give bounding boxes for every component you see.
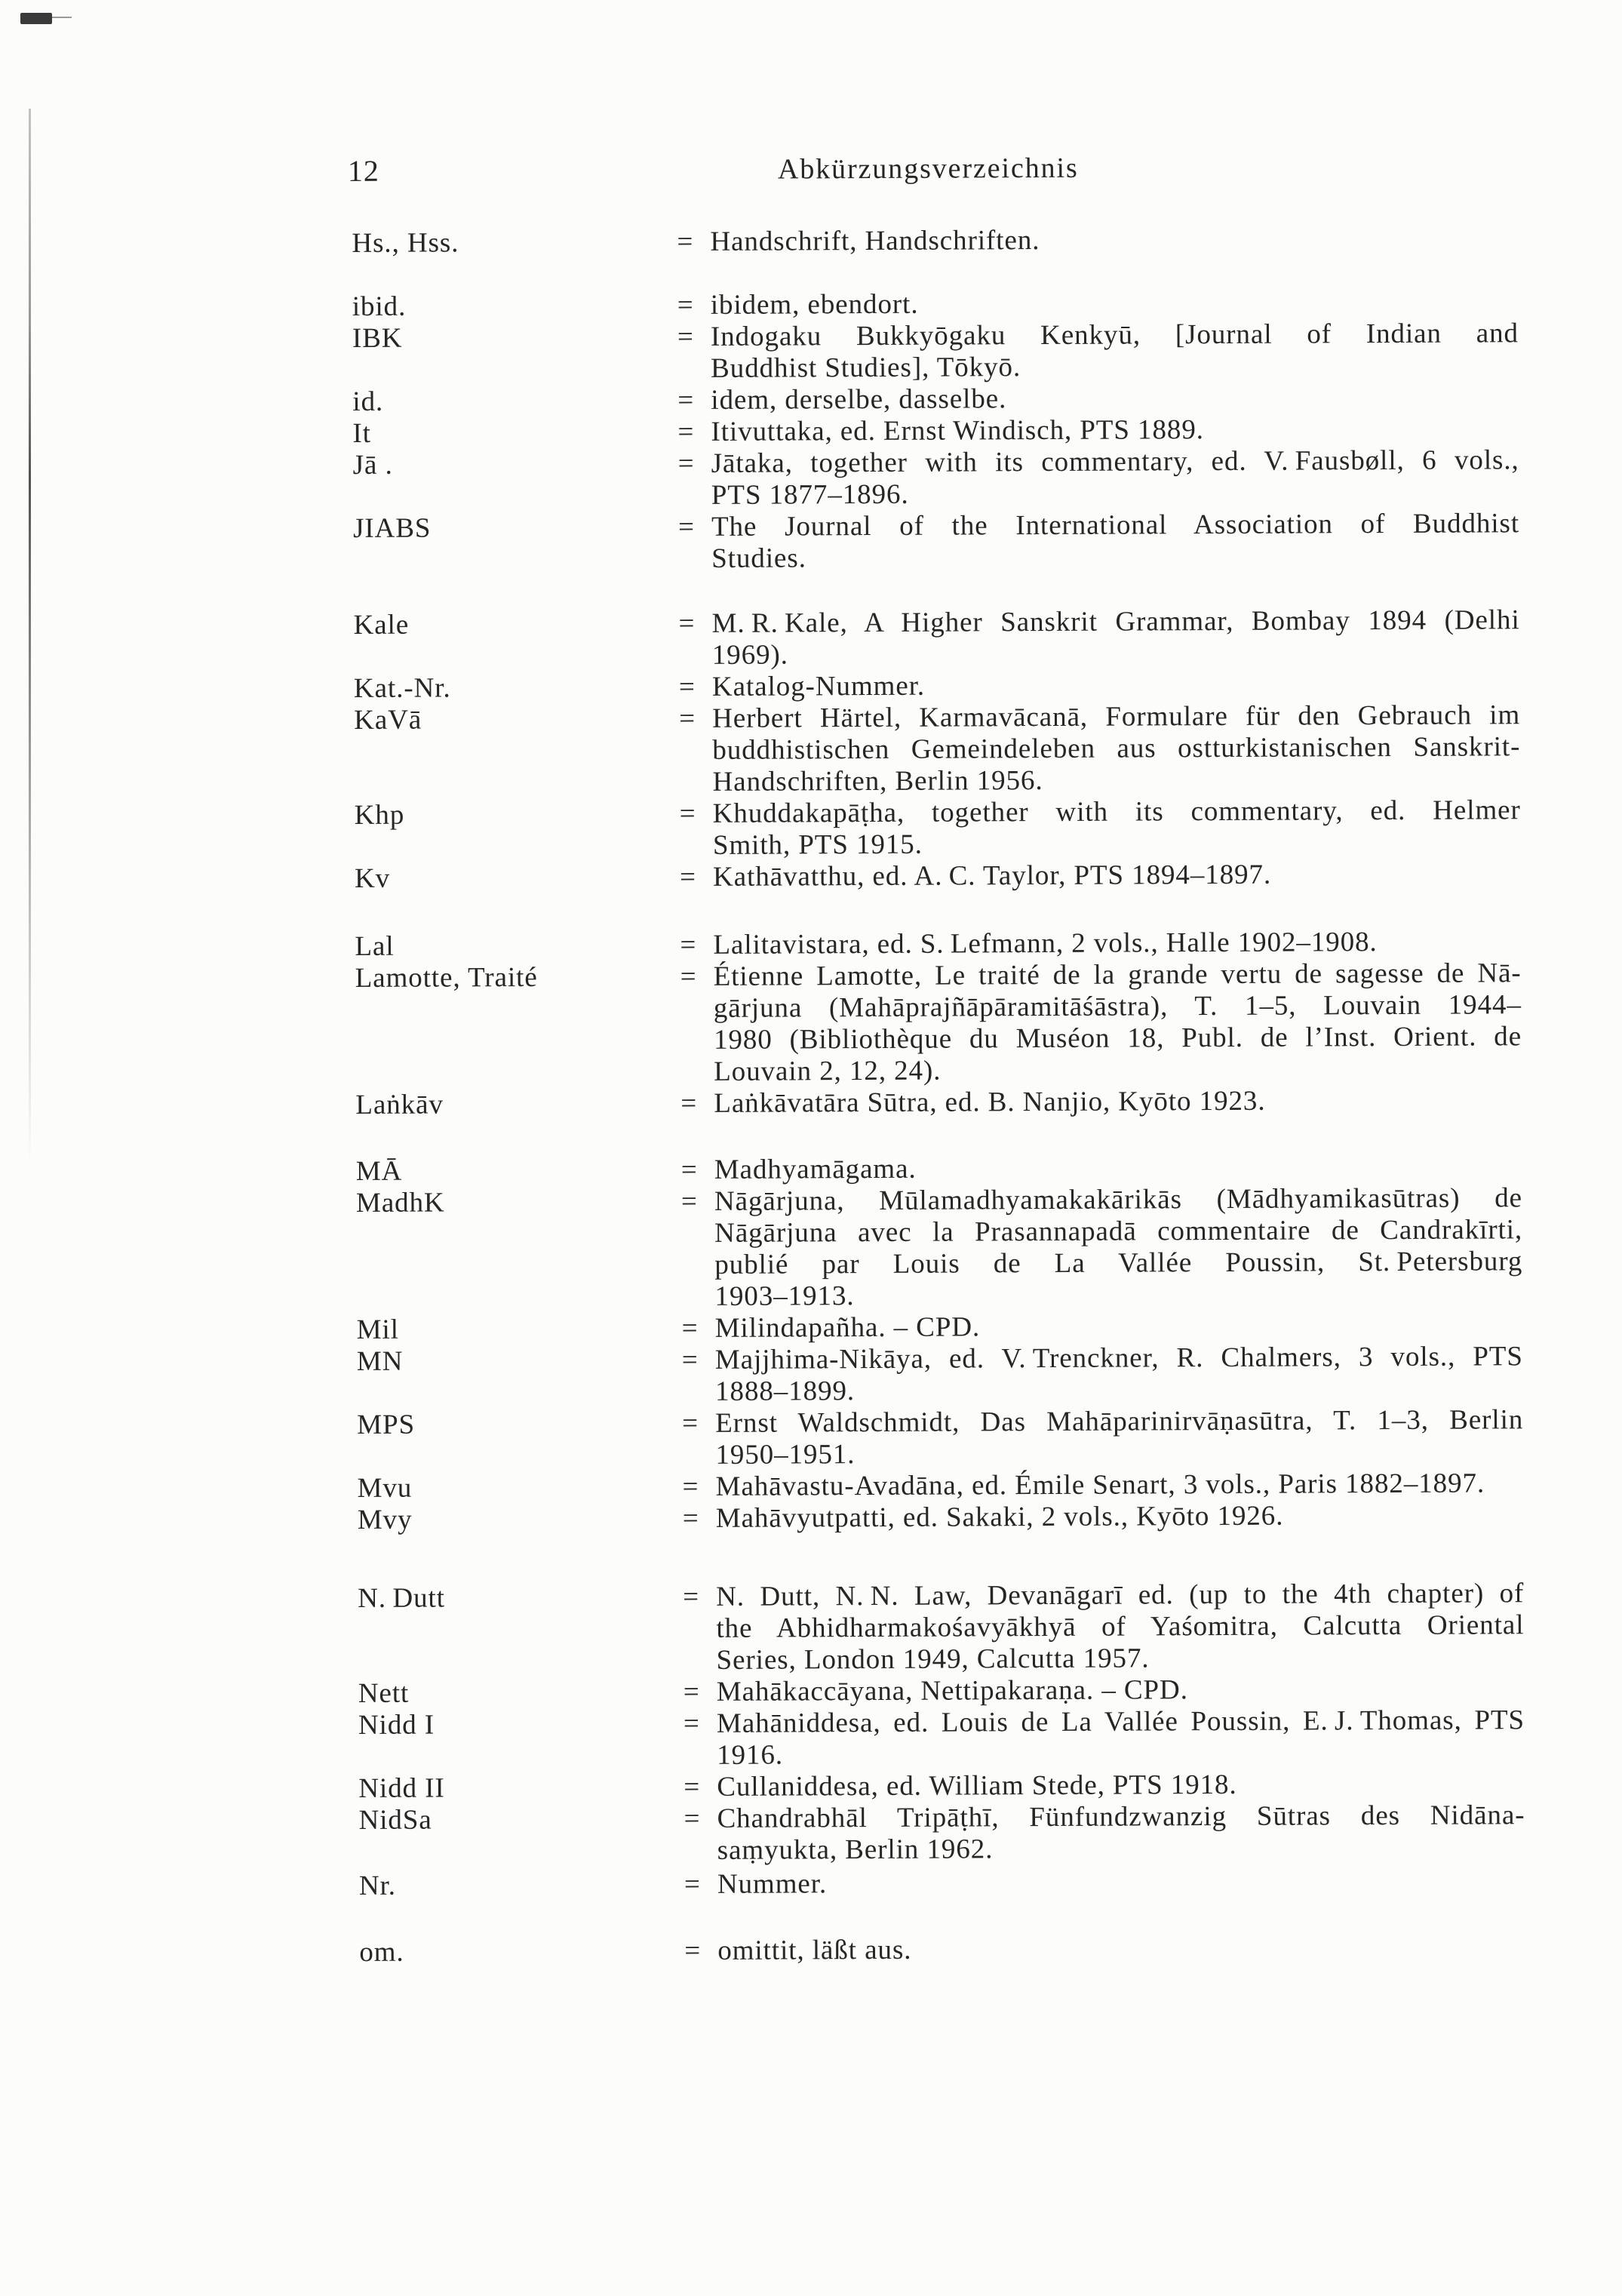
definition-line: idem, derselbe, dasselbe. (711, 383, 1007, 416)
definition-line: buddhistischen Gemeindeleben aus ostturkistanischen Sanskrit- (712, 731, 1521, 766)
definition-line: PTS 1877–1896. (711, 478, 909, 511)
definition (712, 604, 1520, 672)
abbreviation: Lal (355, 930, 395, 962)
entry-kava (354, 699, 1521, 800)
abbreviation: IBK (352, 322, 403, 354)
definition-line: Indogaku Bukkyōgaku Kenkyū, [Journal of Indian and (710, 318, 1519, 352)
definition-line: M. R. Kale, A Higher Sanskrit Grammar, Bombay 1894 (Delhi (711, 604, 1520, 639)
entry-ibk (352, 318, 1519, 386)
equals-sign: = (682, 1408, 699, 1440)
equals-sign: = (684, 1772, 701, 1803)
equals-sign: = (684, 1935, 702, 1967)
equals-sign: = (684, 1869, 701, 1901)
abbreviation: Mvy (357, 1504, 413, 1535)
entry-ma (356, 1151, 1522, 1188)
definition-line: Herbert Härtel, Karmavācanā, Formulare für den Gebrauch im (712, 699, 1521, 734)
definition (713, 795, 1521, 862)
definition-line: 1969). (711, 639, 789, 671)
abbreviation-list (352, 223, 1525, 1969)
equals-sign: = (680, 1154, 698, 1186)
abbreviation: om. (359, 1936, 404, 1968)
equals-sign: = (683, 1708, 700, 1740)
definition-line: Studies. (711, 542, 806, 574)
group-spacer (353, 576, 361, 610)
definition (711, 444, 1519, 512)
abbreviation: MN (356, 1345, 404, 1377)
definition-line: Lalitavistara, ed. S. Lefmann, 2 vols., Halle 1902–1908. (713, 927, 1378, 961)
definition-line: Nāgārjuna avec la Prasannapadā commentaire de Candrakīrti, (714, 1214, 1523, 1249)
definition-line: 1888–1899. (714, 1375, 856, 1407)
entry-kale (354, 604, 1520, 673)
definition-line: Khuddakapāṭha, together with its commentary, ed. Helmer (712, 795, 1521, 829)
definition-line: gārjuna (Mahāprajñāpāramitāśāstra), T. 1–5, Louvain 1944– (713, 989, 1522, 1024)
equals-sign: = (681, 1345, 699, 1376)
equals-sign: = (681, 1313, 699, 1345)
abbreviation: Lamotte, Traité (355, 961, 538, 994)
abbreviation: ibid. (352, 290, 407, 322)
definition (714, 1084, 1522, 1120)
definition-line: Smith, PTS 1915. (712, 828, 923, 861)
definition-line: Series, London 1949, Calcutta 1957. (716, 1643, 1150, 1676)
entry-nidd-i (358, 1704, 1525, 1773)
definition-line: Mahākaccāyana, Nettipakaraṇa. – CPD. (716, 1674, 1188, 1707)
equals-sign: = (677, 512, 695, 543)
equals-sign: = (677, 226, 694, 258)
definition (717, 1932, 1525, 1967)
definition-line: Handschrift, Handschriften. (710, 225, 1040, 257)
definition (714, 1151, 1522, 1186)
definition (717, 1768, 1525, 1803)
definition-line: publié par Louis de La Vallée Poussin, St. Petersburg (714, 1246, 1523, 1280)
definition-line: Mahāniddesa, ed. Louis de La Vallée Poussin, E. J. Thomas, PTS (716, 1704, 1525, 1739)
definition (711, 286, 1519, 321)
equals-sign: = (680, 1186, 698, 1218)
definition (716, 1578, 1525, 1677)
definition (711, 413, 1519, 448)
entry-mil (357, 1309, 1523, 1346)
definition (715, 1309, 1523, 1345)
definition (717, 1865, 1525, 1901)
equals-sign: = (682, 1503, 699, 1535)
definition (715, 1404, 1523, 1471)
definition-line: Mahāvyutpatti, ed. Sakaki, 2 vols., Kyōto 1926. (715, 1500, 1284, 1534)
definition-line: Louvain 2, 12, 24). (714, 1055, 942, 1087)
definition-line: Kathāvatthu, ed. A. C. Taylor, PTS 1894–1897. (712, 859, 1272, 893)
entry-mps (357, 1404, 1523, 1473)
abbreviation: N. Dutt (358, 1582, 445, 1614)
entry-lal (355, 926, 1521, 963)
definition (712, 699, 1521, 798)
equals-sign: = (678, 672, 696, 703)
entry-lamotte-traite (355, 957, 1522, 1090)
group-spacer (355, 895, 362, 931)
entry-nr (359, 1865, 1525, 1902)
entry-khp (355, 795, 1521, 863)
definition (717, 1704, 1525, 1772)
definition (716, 1499, 1524, 1535)
definition (711, 508, 1519, 575)
entry-ibid (352, 286, 1519, 323)
equals-sign: = (678, 608, 696, 640)
definition (717, 1800, 1525, 1867)
abbreviation: Laṅkāv (355, 1089, 444, 1120)
abbreviation: Kv (354, 862, 391, 894)
abbreviation: JIABS (352, 512, 432, 544)
page-number: 12 (347, 153, 379, 189)
entry-kat-nr (354, 668, 1520, 705)
definition (713, 858, 1521, 893)
equals-sign: = (679, 703, 696, 735)
equals-sign: = (680, 1088, 698, 1120)
definition (716, 1468, 1524, 1503)
definition-line: Laṅkāvatāra Sūtra, ed. B. Nanjio, Kyōto 1923. (714, 1085, 1266, 1119)
definition-line: Handschriften, Berlin 1956. (712, 765, 1043, 798)
definition-line: Milindapañha. – CPD. (714, 1311, 981, 1344)
definition (711, 381, 1519, 416)
equals-sign: = (679, 862, 696, 893)
abbreviation: Khp (354, 799, 405, 831)
equals-sign: = (677, 321, 694, 353)
abbreviation: MPS (357, 1409, 416, 1440)
definition (714, 957, 1522, 1088)
abbreviation: Nett (358, 1677, 410, 1709)
definition-line: Mahāvastu-Avadāna, ed. Émile Senart, 3 vols., Paris 1882–1897. (715, 1468, 1485, 1502)
definition-line: Majjhima-Nikāya, ed. V. Trenckner, R. Chalmers, 3 vols., PTS (714, 1341, 1523, 1375)
definition (711, 318, 1519, 385)
definition (714, 1182, 1523, 1313)
abbreviation: Nidd I (358, 1709, 435, 1741)
abbreviation: id. (352, 386, 384, 417)
abbreviation: Nidd II (358, 1772, 445, 1804)
equals-sign: = (680, 930, 697, 961)
definition-line: Chandrabhāl Tripāṭhī, Fünfundzwanzig Sūtras des Nidāna- (717, 1800, 1525, 1834)
entry-jiabs (353, 508, 1519, 576)
definition-line: omittit, läßt aus. (717, 1934, 912, 1966)
equals-sign: = (677, 290, 694, 321)
equals-sign: = (680, 961, 697, 993)
entry-nidsa (358, 1800, 1525, 1868)
group-spacer (358, 1536, 365, 1583)
abbreviation: NidSa (358, 1804, 432, 1836)
entry-mn (357, 1341, 1523, 1409)
entry-nidd-ii (358, 1768, 1525, 1805)
definition-line: 1980 (Bibliothèque du Muséon 18, Publ. de l’Inst. Orient. de (713, 1021, 1522, 1056)
definition-line: The Journal of the International Association of Buddhist (711, 508, 1520, 542)
entry-id (352, 381, 1519, 418)
definition-line: Nummer. (717, 1868, 828, 1900)
group-spacer (359, 1902, 367, 1937)
entry-lankav (355, 1084, 1522, 1121)
definition-line: the Abhidharmakośavyākhyā of Yaśomitra, Calcutta Oriental (716, 1609, 1525, 1644)
definition-line: Madhyamāgama. (714, 1153, 917, 1185)
abbreviation: Kale (353, 609, 410, 641)
entry-n-dutt (358, 1578, 1525, 1678)
equals-sign: = (679, 798, 696, 830)
definition-line: Cullaniddesa, ed. William Stede, PTS 1918. (717, 1769, 1237, 1803)
definition-line: N. Dutt, N. N. Law, Devanāgarī ed. (up to the 4th chapter) of (716, 1578, 1525, 1612)
definition-line: 1916. (717, 1739, 784, 1771)
definition-line: Ernst Waldschmidt, Das Mahāparinirvāṇasūtra, T. 1–3, Berlin (715, 1404, 1524, 1439)
definition (715, 1341, 1523, 1408)
group-spacer (352, 260, 359, 291)
group-spacer (355, 1121, 363, 1156)
abbreviation: KaVā (354, 704, 422, 736)
definition-line: Étienne Lamotte, Le traité de la grande vertu de sagesse de Nā- (713, 957, 1522, 992)
abbreviation: MĀ (355, 1155, 403, 1187)
abbreviation: It (352, 417, 372, 449)
equals-sign: = (677, 448, 695, 480)
equals-sign: = (682, 1471, 699, 1503)
definition (717, 1673, 1525, 1708)
abbreviation: Mvu (357, 1472, 413, 1504)
equals-sign: = (677, 416, 695, 448)
definition (710, 223, 1518, 258)
abbreviation: Kat.-Nr. (353, 672, 451, 704)
definition-line: Nāgārjuna, Mūlamadhyamakakārikās (Mādhyamikasūtras) de (714, 1182, 1523, 1217)
abbreviation: Mil (356, 1314, 400, 1345)
definition-line: Buddhist Studies], Tōkyō. (711, 352, 1021, 384)
entry-nett (358, 1673, 1525, 1710)
equals-sign: = (677, 385, 695, 416)
entry-madhk (356, 1182, 1523, 1314)
definition-line: Jātaka, together with its commentary, ed. V. Fausbøll, 6 vols., (711, 444, 1519, 479)
entry-hs-hss (352, 223, 1518, 260)
definition-line: Itivuttaka, ed. Ernst Windisch, PTS 1889. (711, 414, 1204, 447)
entry-it (352, 413, 1519, 450)
running-title: Abkürzungsverzeichnis (777, 152, 1079, 186)
equals-sign: = (684, 1803, 701, 1835)
entry-kv (355, 858, 1521, 895)
equals-sign: = (683, 1581, 700, 1613)
definition (713, 926, 1521, 961)
abbreviation: Jā . (352, 449, 393, 481)
definition-line: saṃyukta, Berlin 1962. (717, 1833, 994, 1866)
entry-mvu (358, 1468, 1524, 1505)
definition (712, 668, 1520, 703)
definition-line: 1950–1951. (715, 1439, 856, 1471)
abbreviation: Hs., Hss. (352, 227, 459, 259)
entry-ja (353, 444, 1519, 513)
definition-line: 1903–1913. (714, 1280, 855, 1312)
entry-om (359, 1932, 1525, 1969)
definition-line: Katalog-Nummer. (711, 670, 926, 702)
abbreviation: MadhK (355, 1187, 445, 1219)
abbreviation: Nr. (358, 1870, 397, 1901)
definition-line: ibidem, ebendort. (710, 288, 919, 321)
equals-sign: = (683, 1677, 700, 1708)
entry-mvy (358, 1499, 1524, 1536)
